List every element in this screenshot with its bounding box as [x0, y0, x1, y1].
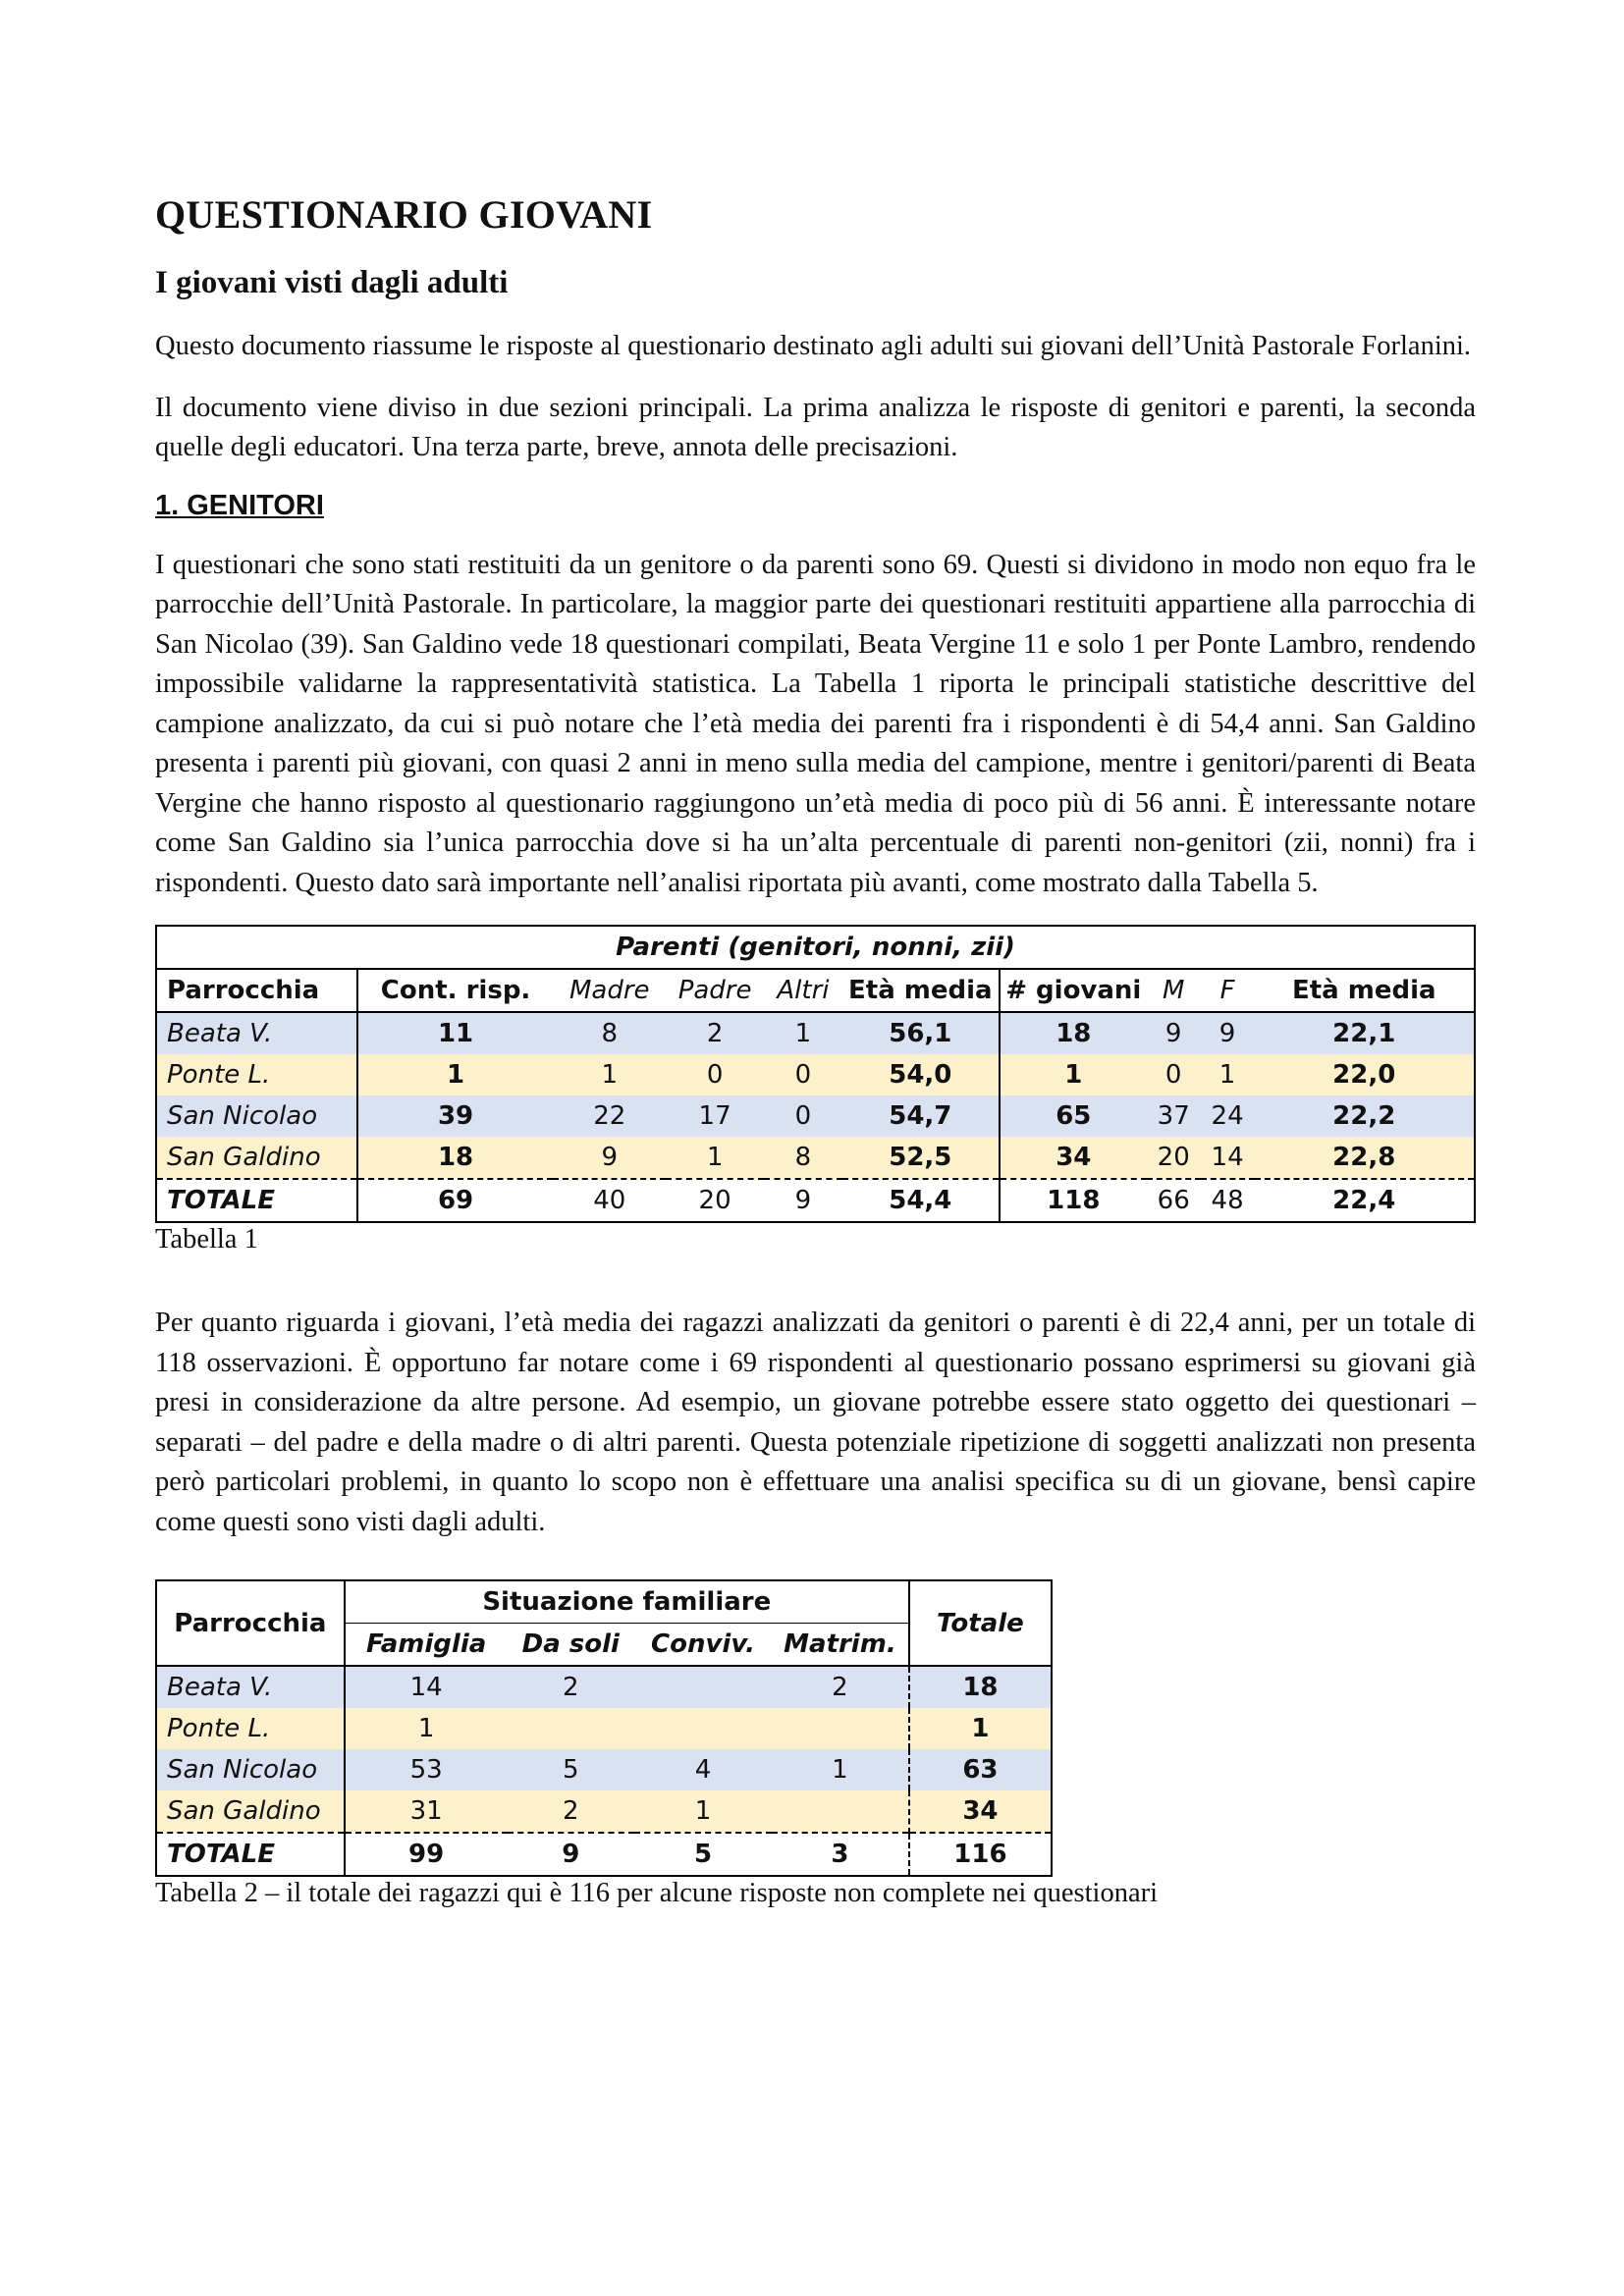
table2-cell: 1	[345, 1708, 508, 1749]
table2-cell: 3	[772, 1833, 909, 1876]
table1-cell: 66	[1147, 1179, 1201, 1222]
table2-cell: 63	[909, 1749, 1052, 1790]
table1-cell: 22,2	[1255, 1095, 1475, 1137]
table1-cell: 37	[1147, 1095, 1201, 1137]
table1-cell: 9	[1147, 1012, 1201, 1054]
table1-header: Madre	[553, 969, 666, 1012]
table1-cell: 52,5	[842, 1137, 1000, 1179]
table1-cell: 8	[553, 1012, 666, 1054]
table1-header: # giovani	[1000, 969, 1147, 1012]
table1-cell: 22,1	[1255, 1012, 1475, 1054]
table2-cell: 18	[909, 1666, 1052, 1708]
table1-cell: 54,0	[842, 1054, 1000, 1095]
table-row	[156, 1012, 1475, 1054]
table-total-row	[156, 1833, 1052, 1876]
table1-cell: 0	[764, 1095, 842, 1137]
table-row	[156, 1095, 1475, 1137]
table2-subheader: Famiglia	[345, 1624, 508, 1667]
table2-cell: 2	[508, 1790, 635, 1833]
table2-cell: 5	[508, 1749, 635, 1790]
table1-header: Parrocchia	[156, 969, 357, 1012]
table2-cell: 31	[345, 1790, 508, 1833]
table1-header: Altri	[764, 969, 842, 1012]
table1-cell: San Galdino	[156, 1137, 357, 1179]
page-title: QUESTIONARIO GIOVANI	[155, 192, 653, 237]
table1-cell: 48	[1201, 1179, 1255, 1222]
table1-cell: 22,8	[1255, 1137, 1475, 1179]
table1-cell: 34	[1000, 1137, 1147, 1179]
table1-cell: 1	[357, 1054, 554, 1095]
table2-cell: 34	[909, 1790, 1052, 1833]
table1-header: Età media	[842, 969, 1000, 1012]
table2-header-totale: Totale	[909, 1580, 1052, 1666]
table-row	[156, 1749, 1052, 1790]
table2-subheader: Conviv.	[634, 1624, 772, 1667]
table1-caption: Tabella 1	[155, 1224, 258, 1255]
table1-header: Età media	[1255, 969, 1475, 1012]
table1-cell: 0	[764, 1054, 842, 1095]
table1-cell: 118	[1000, 1179, 1147, 1222]
paragraph-genitori: I questionari che sono stati restituiti da un genitore o da parenti sono 69. Questi si dividono in modo non equo fra le parrocchie dell’Unità Pastorale. In particolare, la maggior parte dei questionari restituiti appartiene alla parrocchia di San Nicolao (39). San Galdino vede 18 questionari compilati, Beata Vergine 11 e solo 1 per Ponte Lambro, rendendo impossibile validarne la rappresentatività statistica. La Tabella 1 riporta le principali statistiche descrittive del campione analizzato, da cui si può notare che l’età media dei parenti fra i rispondenti è di 54,4 anni. San Galdino presenta i parenti più giovani, con quasi 2 anni in meno sulla media del campione, mentre i genitori/parenti di Beata Vergine che hanno risposto al questionario raggiungono un’età media di poco più di 56 anni. È interessante notare come San Galdino sia l’unica parrocchia dove si ha un’alta percentuale di parenti non-genitori (zii, nonni) fra i rispondenti. Questo dato sarà importante nell’analisi riportata più avanti, come mostrato dalla Tabella 5.	[155, 549, 1476, 898]
table1-header: Padre	[666, 969, 764, 1012]
table2-cell: 1	[909, 1708, 1052, 1749]
table2-cell: 2	[508, 1666, 635, 1708]
table1-cell: 22,0	[1255, 1054, 1475, 1095]
table1-header: F	[1201, 969, 1255, 1012]
table2-subheader: Da soli	[508, 1624, 635, 1667]
table1-cell: San Nicolao	[156, 1095, 357, 1137]
paragraph-structure: Il documento viene diviso in due sezioni principali. La prima analizza le risposte di genitori e parenti, la seconda quelle degli educatori. Una terza parte, breve, annota delle precisazioni.	[155, 392, 1476, 462]
table2-cell	[772, 1790, 909, 1833]
page-subtitle: I giovani visti dagli adulti	[155, 265, 509, 300]
table2-cell: 1	[772, 1749, 909, 1790]
table2-cell: 2	[772, 1666, 909, 1708]
table1-cell: 1	[1201, 1054, 1255, 1095]
table2-header-parrocchia: Parrocchia	[156, 1580, 345, 1666]
table1-header: M	[1147, 969, 1201, 1012]
table1-cell: 18	[357, 1137, 554, 1179]
table2-cell: 9	[508, 1833, 635, 1876]
table1-cell: 20	[1147, 1137, 1201, 1179]
section-heading-genitori: 1. GENITORI	[155, 489, 324, 521]
table2-cell: 14	[345, 1666, 508, 1708]
table-row	[156, 1137, 1475, 1179]
table1-cell: 18	[1000, 1012, 1147, 1054]
table2-cell: 116	[909, 1833, 1052, 1876]
table1-cell: 39	[357, 1095, 554, 1137]
table2-group-title: Situazione familiare	[345, 1580, 909, 1624]
table2-cell: San Nicolao	[156, 1749, 345, 1790]
table2-cell: 53	[345, 1749, 508, 1790]
table-situazione-familiare	[155, 1579, 1053, 1877]
table2-cell: San Galdino	[156, 1790, 345, 1833]
table1-cell: 9	[553, 1137, 666, 1179]
table1-cell: 20	[666, 1179, 764, 1222]
table2-cell: 5	[634, 1833, 772, 1876]
table-row	[156, 1790, 1052, 1833]
table1-cell: 9	[1201, 1012, 1255, 1054]
table1-cell: Ponte L.	[156, 1054, 357, 1095]
document-page	[155, 191, 1476, 1910]
table2-cell: 99	[345, 1833, 508, 1876]
table1-cell: 40	[553, 1179, 666, 1222]
table1-cell: 1	[1000, 1054, 1147, 1095]
table1-cell: 22	[553, 1095, 666, 1137]
table2-cell: Beata V.	[156, 1666, 345, 1708]
table1-cell: 54,4	[842, 1179, 1000, 1222]
table1-cell: 69	[357, 1179, 554, 1222]
paragraph-intro: Questo documento riassume le risposte al questionario destinato agli adulti sui giovani dell’Unità Pastorale Forlanini.	[155, 331, 1472, 361]
table2-cell: Ponte L.	[156, 1708, 345, 1749]
table-row	[156, 1054, 1475, 1095]
table1-cell: 0	[666, 1054, 764, 1095]
table1-cell: 65	[1000, 1095, 1147, 1137]
table-total-row	[156, 1179, 1475, 1222]
table2-cell	[634, 1666, 772, 1708]
table1-cell: 11	[357, 1012, 554, 1054]
table1-cell: 2	[666, 1012, 764, 1054]
table-row	[156, 1666, 1052, 1708]
table1-cell: 14	[1201, 1137, 1255, 1179]
table-parenti	[155, 925, 1476, 1223]
table1-group-title: Parenti (genitori, nonni, zii)	[156, 926, 1475, 969]
table1-cell: 54,7	[842, 1095, 1000, 1137]
table2-cell: 4	[634, 1749, 772, 1790]
table1-cell: 9	[764, 1179, 842, 1222]
paragraph-giovani: Per quanto riguarda i giovani, l’età media dei ragazzi analizzati da genitori o parenti è di 22,4 anni, per un totale di 118 osservazioni. È opportuno far notare come i 69 rispondenti al questionario possano esprimersi su giovani già presi in considerazione da altre persone. Ad esempio, un giovane potrebbe essere stato oggetto dei questionari – separati – del padre e della madre o di altri parenti. Questa potenziale ripetizione di soggetti analizzati non presenta però particolari problemi, in quanto lo scopo non è effettuare una analisi specifica su di un giovane, bensì capire come questi sono visti dagli adulti.	[155, 1308, 1476, 1537]
table1-cell: 1	[764, 1012, 842, 1054]
table1-cell: 0	[1147, 1054, 1201, 1095]
table1-cell: 56,1	[842, 1012, 1000, 1054]
table2-caption: Tabella 2 – il totale dei ragazzi qui è 116 per alcune risposte non complete nei questionari	[155, 1878, 1159, 1908]
table-row	[156, 1708, 1052, 1749]
table2-cell	[508, 1708, 635, 1749]
table1-cell: 24	[1201, 1095, 1255, 1137]
table1-cell: TOTALE	[156, 1179, 357, 1222]
table1-cell: Beata V.	[156, 1012, 357, 1054]
table2-cell	[772, 1708, 909, 1749]
table2-cell	[634, 1708, 772, 1749]
table1-cell: 1	[553, 1054, 666, 1095]
table2-cell: 1	[634, 1790, 772, 1833]
table1-cell: 1	[666, 1137, 764, 1179]
table1-header: Cont. risp.	[357, 969, 554, 1012]
table2-cell: TOTALE	[156, 1833, 345, 1876]
table1-cell: 8	[764, 1137, 842, 1179]
table1-cell: 17	[666, 1095, 764, 1137]
table1-cell: 22,4	[1255, 1179, 1475, 1222]
table2-subheader: Matrim.	[772, 1624, 909, 1667]
